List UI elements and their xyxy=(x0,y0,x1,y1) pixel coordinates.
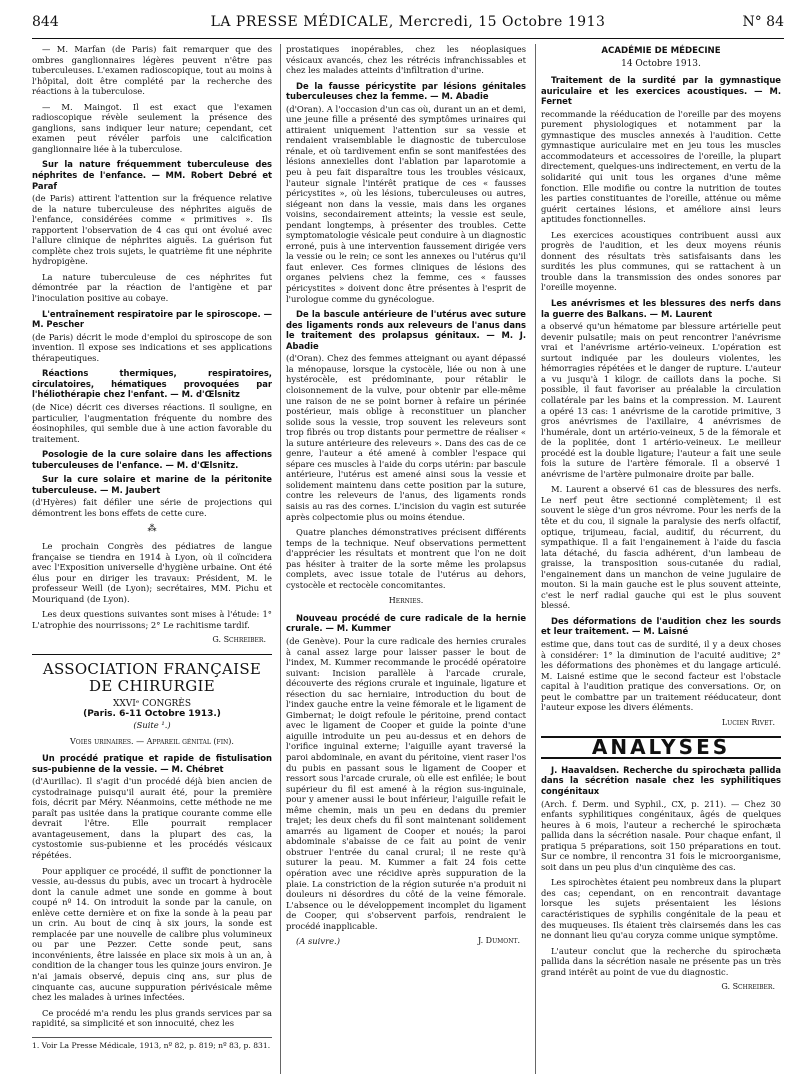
paragraph: (de Paris) décrit le mode d'emploi du spiroscope de son invention. Il expose ses indications et ses applications thérapeutiques. xyxy=(32,331,272,363)
paragraph: (Arch. f. Derm. und Syphil., CX, p. 211). — Chez 30 enfants syphilitiques congénitaux, âgés de quelques heures à 6 mois, l'auteur a recherché le spirochæta pallida dans la sécrétion nasale. Pour chaque enfant, il pratiqua 5 préparations, soit 150 préparations en tout. Sur ce nombre, il rencontra 31 fois le microorganisme, soit dans un peu plus d'un cinquième des cas. xyxy=(541,798,781,872)
paragraph: Ce procédé m'a rendu les plus grands services par sa rapidité, sa simplicité et son innocuité, chez les xyxy=(32,1007,272,1029)
column-1 xyxy=(32,44,272,1074)
paragraph: Quatre planches démonstratives précisent différents temps de la technique. Neuf observations permettent d'apprécier les résultats et montrent que l'on ne doit pas hésiter à traiter de la sorte même les prolapsus complets, avec issue totale de l'utérus au dehors, cystocèle et rectocèle concomitantes. xyxy=(286,527,526,590)
subsection-title: Voies urinaires. — Appareil génital (fin). xyxy=(70,736,234,746)
column-separator xyxy=(535,44,536,1074)
continued-label: (Suite ¹.) xyxy=(133,719,171,730)
paragraph: La nature tuberculeuse de ces néphrites fut démontrée par la réaction de l'antigène et par l'inoculation positive au cobaye. xyxy=(32,271,272,304)
section-heading: Sur la nature fréquemment tuberculeuse des néphrites de l'enfance. — MM. Robert Debré et Paraf xyxy=(32,159,272,191)
paragraph: Les deux questions suivantes sont mises à l'étude: 1° L'atrophie des nourrissons; 2° Le rachitisme tardif. xyxy=(32,609,272,630)
section-heading: De la fausse péricystite par lésions génitales tuberculeuses chez la femme. — M. Abadie xyxy=(286,80,526,102)
section-rule xyxy=(32,654,272,655)
section-heading: Posologie de la cure solaire dans les affections tuberculeuses de l'enfance. — M. d'Œlsnitz. xyxy=(32,449,272,470)
paragraph: (d'Aurillac). Il s'agit d'un procédé déjà bien ancien de cystodrainage puisqu'il aurait été, pour la première fois, décrit par Méry. Néanmoins, cette méthode ne me paraît pas usitée dans la pratique courante comme elle devrait l'être. Elle pourrait remplacer avantageusement, dans la plupart des cas, la cystostomie sus-pubienne et les procédés vésicaux répétées. xyxy=(32,776,272,860)
section-heading: Des déformations de l'audition chez les sourds et leur traitement. — M. Laisné xyxy=(541,615,781,637)
paragraph: Pour appliquer ce procédé, il suffit de ponctionner la vessie, au-dessus du pubis, avec un trocart à hydrocèle dont la canule admet une sonde en gomme à bout coupé nº 14. On introduit la sonde par la canule, on enlève cette dernière et on fixe la sonde à la peau par un crin. Au bout de cinq à six jours, la sonde est remplacée par une nouvelle de calibre plus volumineux ou par une Pezzer. Cette sonde peut, sans inconvénients, être laissée en place six mois à un an, à condition de la changer tous les quinze jours environ. Je n'ai jamais observé, depuis cinq ans, sur plus de cinquante cas, aucune suppuration périvésicale même chez les malades à urines infectées. xyxy=(32,865,272,1003)
paragraph: a observé qu'un hématome par blessure artérielle peut devenir pulsatile; mais on peut rencontrer l'anévrisme vrai et l'anévrisme artério-veineux. L'opération est surtout indiquée par les douleurs violentes, les hémorragies répétées et le danger de rupture. L'auteur a vu jusqu'à 1 kilogr. de caillots dans la poche. Si possible, il faut favoriser au préalable la circulation collatérale par les bains et la compression. M. Laurent a opéré 13 cas: 1 anévrisme de la carotide primitive, 3 gros anévrismes de l'axillaire, 4 anévrismes de l'humérale, dont un artério-veineux, 5 de la fémorale et de la poplitée, dont 1 artério-veineux. Le meilleur procédé est la double ligature; l'auteur a fait une seule fois la suture de l'artère fémorale. Il a observé 1 anévrisme de l'artère pulmonaire droite par balle. xyxy=(541,321,781,479)
congress-label: XXVIᵉ CONGRÈS xyxy=(112,698,192,709)
to-be-continued: (A suivre.) xyxy=(296,936,340,947)
academy-title: ACADÉMIE DE MÉDECINE xyxy=(601,46,721,56)
journal-title: LA PRESSE MÉDICALE, Mercredi, 15 Octobre 1913 xyxy=(210,14,606,30)
section-heading: L'entraînement respiratoire par le spiroscope. — M. Pescher xyxy=(32,308,272,330)
signature: J. Dumont. xyxy=(478,936,520,946)
paragraph: recommande la rééducation de l'oreille par des moyens purement physiologiques et notamment par la gymnastique des muscles annexés à l'audition. Cette gymnastique auriculaire met en jeu tous les muscles accommodateurs et accessoires de l'oreille, la plupart directement, quelques-uns indirectement, en vertu de la solidarité qui unit tous les organes d'une même fonction. Elle modifie ou contre la nutrition de toutes les parties constituantes de l'oreille, atténue ou même guérit certaines lésions, et améliore ainsi leurs aptitudes fonctionnelles. xyxy=(541,108,781,225)
paragraph: Les spirochètes étaient peu nombreux dans la plupart des cas; cependant, on en rencontrait davantage lorsque les sujets présentaient les lésions caractéristiques de syphilis congénitale de la peau et des muqueuses. Ils étaient très clairsemés dans les cas ne donnant lieu qu'au coryza comme unique symptôme. xyxy=(541,877,781,941)
column-separator xyxy=(280,44,281,1074)
signature: G. Schreiber. xyxy=(212,635,266,645)
paragraph: (d'Oran). Chez des femmes atteignant ou ayant dépassé la ménopause, lorsque la cystocèle, liée ou non à une hystérocèle, est prédominante, pour rétablir le cloisonnement de la vulve, pour obtenir par elle-même une raison de ne se point borner à refaire un périnée postérieur, mais oblige à reconstituer un plancher solide sous la vessie, trop souvent les releveurs sont trop fibrés ou trop distants pour permettre de réaliser « la suture antérieure des releveurs ». Dans des cas de ce genre, l'auteur a été amené à combler l'espace qui sépare ces muscles à l'aide du corps utérin: par bascule antérieure, l'utérus est amené ainsi sous la vessie et solidement maintenu dans cette position par la suture, contre les releveurs de l'anus, des ligaments ronds saisis au ras des cornes. L'incision du vagin est suturée après colpectomie plus ou moins étendue. xyxy=(286,353,526,522)
asterism: ⁂ xyxy=(147,524,157,535)
paragraph: (d'Oran). A l'occasion d'un cas où, durant un an et demi, une jeune fille a présenté des symptômes urinaires qui attiraient uniquement l'attention sur sa vessie et rendaient vraisemblable le diagnostic de tuberculose rénale, et où tardivement enfin se sont manifestées des lésions annexielles dont l'ablation par laparotomie a peu à peu fait disparaître tous les troubles vésicaux, l'auteur signale l'intérêt pratique de ces « fausses péricystites », où les lésions, tuberculeuses ou autres, siégeant non dans la vessie, mais dans les organes voisins, secondairement atteints; la vessie est seule, pendant longtemps, à présenter des troubles. Cette symptomatologie vésicale peut conduire à un diagnostic erroné, puis à une intervention faussement dirigée vers la vessie ou le rein; ce sont les annexes ou l'utérus qu'il faut enlever. Ces formes cliniques de lésions des organes pelviens chez la femme, ces « fausses péricystites » doivent donc être présentes à l'esprit de l'urologue comme du gynécologue. xyxy=(286,103,526,304)
analyses-title: ANALYSES xyxy=(541,736,781,759)
paragraph: Le prochain Congrès des pédiatres de langue française se tiendra en 1914 à Lyon, où il coïncidera avec l'Exposition universelle d'hygiène urbaine. Ont été élus pour en diriger les travaux: Président, M. le professeur Weill (de Lyon); secrétaires, MM. Pichu et Mouriquand (de Lyon). xyxy=(32,540,272,604)
section-heading: Un procédé pratique et rapide de fistulisation sus-pubienne de la vessie. — M. Chébret xyxy=(32,753,272,774)
paragraph: (de Paris) attirent l'attention sur la fréquence relative de la nature tuberculeuse des néphrites aiguës de l'enfance, considérées comme « primitives ». Ils rapportent l'observation de 4 cas qui ont évolué avec l'allure clinique de néphrites aiguës. La guérison fut complète chez trois sujets, le quatrième fit une néphrite hydropigène. xyxy=(32,193,272,267)
section-heading: Nouveau procédé de cure radicale de la hernie crurale. — M. Kummer xyxy=(286,612,526,634)
congress-dates: (Paris. 6-11 Octobre 1913.) xyxy=(83,709,221,720)
paragraph: (de Nice) décrit ces diverses réactions. Il souligne, en particulier, l'augmentation fréquente du nombre des éosinophiles, qui semble due à une action favorable du traitement. xyxy=(32,401,272,444)
paragraph: — M. Marfan (de Paris) fait remarquer que des ombres ganglionnaires légères peuvent n'être pas tuberculeuses. L'examen radioscopique, tout au moins à l'hôpital, doit être complété par la recherche des réactions à la tuberculose. xyxy=(32,44,272,97)
section-heading: Les anévrismes et les blessures des nerfs dans la guerre des Balkans. — M. Laurent xyxy=(541,298,781,319)
section-heading: Réactions thermiques, respiratoires, circulatoires, hématiques provoquées par l'héliothérapie chez l'enfant. — M. d'Œlsnitz xyxy=(32,368,272,400)
section-heading: Traitement de la surdité par la gymnastique auriculaire et les exercices acoustiques. — M. Fernet xyxy=(541,75,781,107)
page-header xyxy=(32,14,784,36)
paragraph: — M. Maingot. Il est exact que l'examen radioscopique révèle seulement la présence des ganglions, sans indiquer leur nature; cependant, cet examen peut révéler parfois une calcification ganglionnaire liée à la tuberculose. xyxy=(32,101,272,154)
page-number: 844 xyxy=(32,14,59,30)
section-heading: J. Haavaldsen. Recherche du spirochæta pallida dans la sécrétion nasale chez les syphilitiques congénitaux xyxy=(541,764,781,796)
paragraph: Les exercices acoustiques contribuent aussi aux progrès de l'audition, et les deux moyens réunis donnent des résultats très satisfaisants dans les surdités les plus communes, qui se rattachent à un trouble dans la transmission des ondes sonores par l'oreille moyenne. xyxy=(541,229,781,293)
association-title: ASSOCIATION FRANÇAISE DE CHIRURGIE xyxy=(42,659,262,695)
header-rule xyxy=(32,38,784,39)
issue-number: N° 84 xyxy=(742,14,784,30)
paragraph: (d'Hyères) fait défiler une série de projections qui démontrent les bons effets de cette cure. xyxy=(32,497,272,518)
paragraph: (de Genève). Pour la cure radicale des hernies crurales à canal assez large pour laisser passer le bout de l'index, M. Kummer recommande le procédé opératoire suivant: Incision parallèle à l'arcade crurale, découverte des régions crurale et inguinale, ligature et résection du sac herniaire, introduction du bout de l'index gauche entre la veine fémorale et le ligament de Gimbernat; le doigt refoule le péritoine, prend contact avec le ligament de Cooper et guide la pointe d'une aiguille introduite un peu au-dessus et en dehors de l'orifice inguinal externe; l'aiguille ayant traversé la paroi abdominale, en avant du péritoine, vient raser l'os du pubis en passant sous le ligament de Cooper et ressort sous l'arcade crurale, où elle est enfilée; le bout supérieur du fil est amené à la région sus-inguinale, pour y amener aussi le bout inférieur, l'aiguille refait le même chemin, mais un peu en dedans du premier trajet; les deux chefs du fil sont maintenant solidement amarrés au ligament de Cooper et noués; la paroi abdominale s'abaisse de ce fait au point de venir obstruer l'entrée du canal crural; il ne reste qu'à suturer la peau. M. Kummer a fait 24 fois cette opération avec une récidive après suppuration de la plaie. La constriction de la région suturée n'a produit ni douleurs ni désordres du côté de la veine fémorale. L'absence ou le développement incomplet du ligament de Cooper, qui s'observent parfois, rendraient le procédé inapplicable. xyxy=(286,635,526,931)
academy-date: 14 Octobre 1913. xyxy=(621,58,701,69)
section-heading: De la bascule antérieure de l'utérus avec suture des ligaments ronds aux releveurs de l'anus dans le traitement des prolapsus génitaux. — M. J. Abadie xyxy=(286,309,526,351)
paragraph: L'auteur conclut que la recherche du spirochæta pallida dans la sécrétion nasale ne présente pas un très grand intérêt au point de vue du diagnostic. xyxy=(541,945,781,977)
subsection-title: Hernies. xyxy=(388,596,424,606)
footnote: 1. Voir La Presse Médicale, 1913, nº 82, p. 819; nº 83, p. 831. xyxy=(32,1037,272,1051)
paragraph: estime que, dans tout cas de surdité, il y a deux choses à considérer: 1° la diminution de l'acuité auditive; 2° les déformations des phonèmes et du langage articulé. M. Laisné estime que le second facteur est l'obstacle capital à l'audition pratique des conversations. Or, on peut le combattre par un traitement rééducateur, dont l'auteur expose les divers éléments. xyxy=(541,638,781,713)
section-heading: Sur la cure solaire et marine de la péritonite tuberculeuse. — M. Jaubert xyxy=(32,474,272,495)
column-3 xyxy=(541,44,781,1074)
paragraph: prostatiques inopérables, chez les néoplasiques vésicaux avancés, chez les rétrécis infranchissables et chez les malades atteints d'infiltration d'urine. xyxy=(286,44,526,76)
signature: G. Schreiber. xyxy=(721,982,775,992)
paragraph: M. Laurent a observé 61 cas de blessures des nerfs. Le nerf peut être sectionné complètement; il est souvent le siège d'un gros névrome. Pour les nerfs de la tête et du cou, il signale la paralysie des nerfs olfactif, optique, trijumeau, facial, auditif, du récurrent, du sympathique. Il a fait l'engainement à l'aide du fascia lata détaché, du fascia adhérent, d'un lambeau de graisse, la transposition sous-cutanée du radial, l'engainement dans un manchon de veine jugulaire de mouton. Si la main gauche est le plus souvent atteinte, c'est le nerf radial gauche qui est le plus souvent blessé. xyxy=(541,484,781,611)
column-2 xyxy=(286,44,526,1074)
signature: Lucien Rivet. xyxy=(721,717,775,727)
